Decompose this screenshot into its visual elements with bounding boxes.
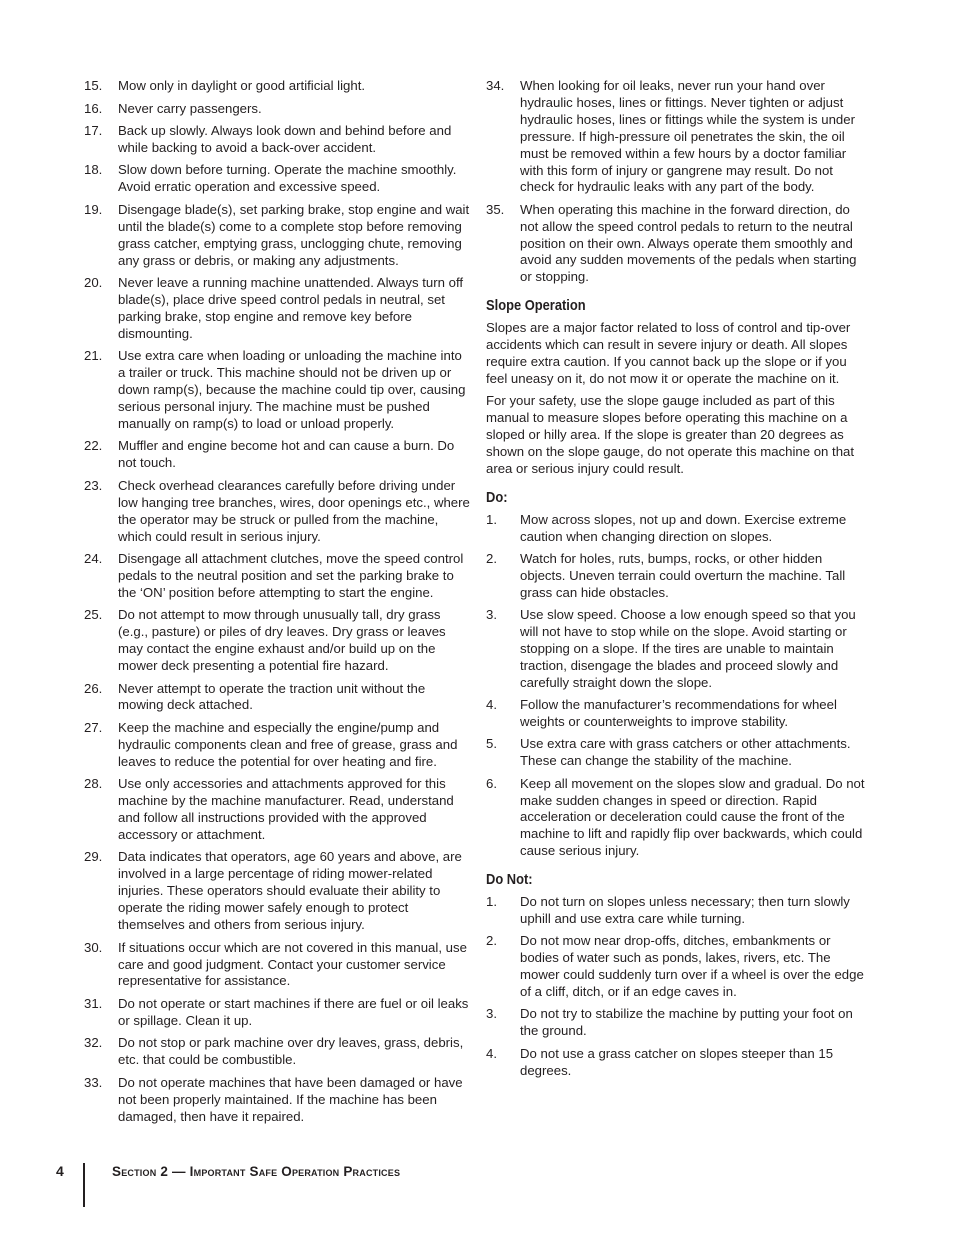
item-number: 4.	[486, 1045, 497, 1061]
slope-paragraph-1: Slopes are a major factor related to loss of control and tip-over accidents which can result in severe injury or death. All slopes require extra caution. If you cannot back up the slope or if you feel uneasy on it, do not mow it or operate the machine on it.	[486, 320, 851, 386]
list-item	[84, 551, 470, 602]
item-text: Mow only in daylight or good artificial light.	[118, 78, 366, 93]
list-item	[84, 996, 470, 1030]
item-text: Use only accessories and attachments approved for this machine by the machine manufacturer. Read, understand and follow all instructions provided with the approved accessory or attachment.	[118, 776, 454, 842]
list-item	[486, 894, 870, 928]
slope-paragraph-2: For your safety, use the slope gauge included as part of this manual to measure slopes before operating this machine on a sloped or hilly area. If the slope is greater than 20 degrees as shown on the slope gauge, do not operate this machine on that area or serious injury could result.	[486, 393, 855, 477]
item-text: Do not attempt to mow through unusually tall, dry grass (e.g., pasture) or piles of dry leaves. Dry grass or leaves may contact the engine exhaust and/or build up on the mower deck presenting a potential fire hazard.	[118, 607, 446, 674]
list-item	[486, 1046, 870, 1080]
item-text: Never leave a running machine unattended. Always turn off blade(s), place drive speed control pedals in neutral, set parking brake, stop engine and remove key before dismounting.	[118, 275, 464, 341]
item-text: If situations occur which are not covered in this manual, use care and good judgment. Contact your customer service representative for assistance.	[118, 939, 467, 989]
item-text: Never carry passengers.	[118, 100, 262, 116]
item-number: 2.	[486, 551, 497, 567]
item-number: 22.	[84, 438, 103, 454]
do-list	[486, 512, 870, 860]
list-item	[486, 933, 870, 1001]
item-number: 31.	[84, 995, 103, 1011]
list-item	[84, 940, 470, 991]
item-number: 33.	[84, 1074, 103, 1090]
item-number: 16.	[84, 100, 103, 116]
item-text: Do not stop or park machine over dry leaves, grass, debris, etc. that could be combustible.	[118, 1035, 464, 1068]
list-item	[84, 275, 470, 343]
item-text: Use slow speed. Choose a low enough speed so that you will not have to stop while on the slope. Avoid starting or stopping on a slope. If the tires are unable to maintain traction, disengage the blades and proceed slowly and carefully straight down the slope.	[520, 607, 856, 690]
list-item	[84, 101, 470, 118]
item-text: Do not operate or start machines if there are fuel or oil leaks or spillage. Clean it up.	[118, 995, 469, 1028]
right-column	[486, 78, 870, 1085]
item-number: 3.	[486, 1006, 497, 1022]
list-item	[84, 202, 470, 270]
item-number: 24.	[84, 551, 103, 566]
item-text: Do not mow near drop-offs, ditches, embankments or bodies of water such as ponds, lakes, rivers, etc. The mower could suddenly turn over if a wheel is over the edge of a cliff, ditch, or if an edge caves in.	[520, 933, 864, 1000]
item-number: 5.	[486, 736, 497, 752]
item-number: 2.	[486, 933, 497, 949]
list-item	[486, 551, 870, 602]
list-item	[84, 1075, 470, 1126]
do-not-list	[486, 894, 870, 1079]
list-item	[486, 202, 870, 287]
list-item	[486, 607, 870, 692]
item-number: 21.	[84, 348, 103, 364]
list-item	[486, 1006, 870, 1040]
item-number: 19.	[84, 201, 103, 217]
item-text: When looking for oil leaks, never run your hand over hydraulic hoses, lines or fittings. Never tighten or adjust hydraulic hoses, lines or fittings while the system is under pressure. If high-pressure oil penetrates the skin, the oil must be removed within a few hours by a doctor familiar with this form of injury or gangrene may result. Do not check for hydraulic leaks with any part of the body.	[520, 78, 855, 195]
item-number: 30.	[84, 939, 103, 955]
list-item	[84, 348, 470, 433]
item-text: Do not try to stabilize the machine by putting your foot on the ground.	[520, 1006, 853, 1039]
item-text: Mow across slopes, not up and down. Exercise extreme caution when changing direction on slopes.	[520, 512, 847, 544]
item-number: 29.	[84, 849, 103, 865]
list-item	[84, 78, 470, 95]
list-item	[486, 512, 870, 546]
list-item	[486, 78, 870, 196]
item-number: 23.	[84, 477, 103, 493]
item-text: Disengage blade(s), set parking brake, stop engine and wait until the blade(s) come to a complete stop before removing grass catcher, emptying grass, unclogging chute, removing any grass or debris, or making any adjustments.	[118, 201, 470, 268]
do-heading: Do:	[486, 489, 508, 507]
do-not-heading: Do Not:	[486, 871, 533, 889]
left-column	[84, 78, 470, 1131]
item-text: Do not operate machines that have been damaged or have not been properly maintained. If the machine has been damaged, then have it repaired.	[118, 1074, 463, 1124]
item-number: 1.	[486, 894, 497, 910]
item-text: Check overhead clearances carefully before driving under low hanging tree branches, wires, door openings etc., where the operator may be struck or pulled from the machine, which could result in serious injury.	[118, 477, 470, 544]
item-number: 18.	[84, 162, 103, 178]
list-item	[84, 720, 470, 771]
item-text: Follow the manufacturer’s recommendations for wheel weights or counterweights to improve stability.	[520, 697, 837, 730]
item-number: 27.	[84, 719, 103, 735]
item-number: 17.	[84, 123, 103, 138]
page-number: 4	[56, 1163, 64, 1179]
item-number: 26.	[84, 680, 103, 696]
item-text: Do not turn on slopes unless necessary; then turn slowly uphill and use extra care while turning.	[520, 894, 850, 927]
item-number: 1.	[486, 512, 497, 528]
safety-rules-list-continued	[486, 78, 870, 286]
item-number: 34.	[486, 78, 505, 93]
list-item	[486, 776, 870, 861]
footer-divider	[83, 1163, 85, 1207]
item-text: Data indicates that operators, age 60 years and above, are involved in a large percentage of riding mower-related injuries. These operators should evaluate their ability to operate the riding mower safely enough to protect themselves and others from serious injury.	[118, 849, 462, 933]
list-item	[84, 123, 470, 157]
list-item	[84, 162, 470, 196]
item-number: 6.	[486, 775, 497, 791]
list-item	[84, 681, 470, 715]
safety-rules-list	[84, 78, 470, 1125]
item-text: Disengage all attachment clutches, move the speed control pedals to the neutral position and set the parking brake to the ‘ON’ position before attempting to start the engine.	[118, 551, 464, 600]
item-text: Keep the machine and especially the engine/pump and hydraulic components clean and free of grease, grass and leaves to reduce the potential for over heating and fire.	[118, 719, 458, 769]
list-item	[486, 697, 870, 731]
item-number: 25.	[84, 607, 103, 623]
item-number: 4.	[486, 697, 497, 713]
item-number: 3.	[486, 607, 497, 623]
item-number: 15.	[84, 78, 103, 93]
list-item	[84, 438, 470, 472]
item-text: Back up slowly. Always look down and behind before and while backing to avoid a back-over accident.	[118, 123, 452, 155]
item-text: Use extra care when loading or unloading the machine into a trailer or truck. This machine should not be driven up or down ramp(s), because the machine could tip over, causing serious personal injury. The machine must be pushed manually on ramp(s) to load or unload properly.	[118, 348, 466, 431]
item-text: Slow down before turning. Operate the machine smoothly. Avoid erratic operation and excessive speed.	[118, 162, 457, 195]
list-item	[84, 478, 470, 546]
list-item	[84, 607, 470, 675]
list-item	[84, 776, 470, 844]
item-text: Do not use a grass catcher on slopes steeper than 15 degrees.	[520, 1045, 834, 1078]
item-text: Watch for holes, ruts, bumps, rocks, or other hidden objects. Uneven terrain could overturn the machine. Tall grass can hide obstacles.	[520, 551, 846, 601]
list-item	[486, 736, 870, 770]
item-text: Never attempt to operate the traction unit without the mowing deck attached.	[118, 680, 426, 713]
item-number: 20.	[84, 275, 103, 291]
item-number: 32.	[84, 1035, 103, 1051]
item-number: 28.	[84, 776, 103, 792]
list-item	[84, 1035, 470, 1069]
item-text: Keep all movement on the slopes slow and gradual. Do not make sudden changes in speed or direction. Rapid acceleration or deceleration could cause the front of the machine to lift and rapidly flip over backwards, which could cause serious injury.	[520, 775, 865, 859]
list-item	[84, 849, 470, 934]
item-number: 35.	[486, 201, 505, 217]
item-text: When operating this machine in the forward direction, do not allow the speed control pedals to return to the neutral position on their own. Always operate them smoothly and avoid any sudden movements of the pedals when starting or stopping.	[520, 201, 857, 285]
item-text: Use extra care with grass catchers or other attachments. These can change the stability of the machine.	[520, 736, 851, 769]
section-title: Section 2 — Important Safe Operation Practices	[112, 1164, 401, 1179]
slope-operation-heading: Slope Operation	[486, 297, 586, 315]
item-text: Muffler and engine become hot and can cause a burn. Do not touch.	[118, 438, 455, 471]
